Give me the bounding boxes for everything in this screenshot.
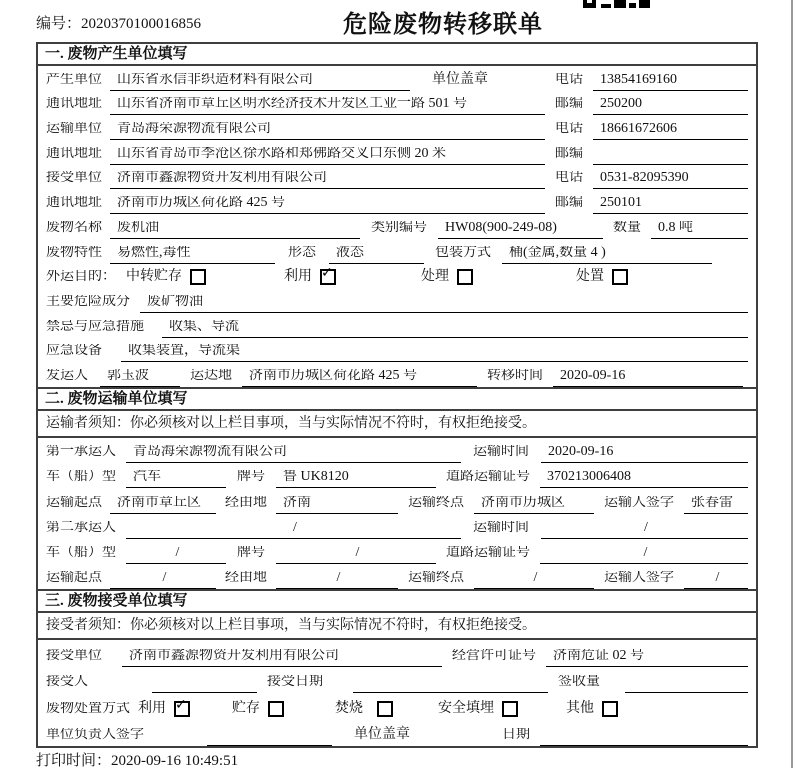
field-label: 运输终点	[408, 495, 464, 510]
field-value: 370213006408	[540, 470, 748, 488]
field-label: 运输单位	[46, 122, 102, 137]
field-label: 道路运输证号	[446, 545, 530, 560]
field-value: 液态	[329, 246, 424, 264]
manifest-form	[36, 42, 758, 748]
static-text: 单位盖章	[432, 71, 488, 87]
field-label: 应急设备	[46, 344, 102, 359]
field-value: 收集装置，导流渠	[121, 344, 748, 362]
check-mark: ✓	[321, 265, 333, 282]
field-label: 运输起点	[46, 495, 102, 510]
page-edge-divider	[791, 0, 793, 768]
checkbox-unchecked	[268, 701, 284, 717]
field-value: 济南市章丘区	[110, 496, 216, 514]
field-label: 运输时间	[473, 445, 529, 460]
field-value: 易燃性,毒性	[110, 246, 275, 264]
field-value: 济南危证 02 号	[546, 649, 748, 667]
field-label: 数量	[613, 220, 641, 235]
notice-text: 接受者须知：你必须核对以上栏目事项，当与实际情况不符时，有权拒绝接受。	[38, 613, 756, 640]
field-label: 邮编	[555, 146, 583, 161]
form-row	[38, 338, 756, 363]
field-value: 济南市历城区	[474, 496, 594, 514]
static-text: 处理	[421, 269, 449, 285]
check-mark: ✓	[175, 696, 187, 713]
field-value: /	[474, 571, 594, 589]
field-value: 青岛海荣源物流有限公司	[126, 445, 461, 463]
checkbox-unchecked	[457, 269, 473, 285]
form-row	[38, 488, 756, 513]
static-text: 利用	[138, 700, 166, 716]
field-value: 0.8 吨	[651, 221, 748, 239]
field-label: 包装方式	[435, 245, 491, 260]
field-label: 经营许可证号	[452, 648, 536, 663]
blank-field	[152, 689, 257, 693]
form-row	[38, 264, 756, 289]
field-label: 第二承运人	[46, 520, 116, 535]
transporter-section	[38, 387, 756, 589]
field-value: /	[276, 571, 398, 589]
field-label: 车（船）型	[46, 545, 116, 560]
field-label: 邮编	[555, 196, 583, 211]
field-label: 电话	[555, 122, 583, 137]
form-row	[38, 362, 756, 387]
field-label: 废物名称	[46, 220, 102, 235]
section-header: 一. 废物产生单位填写	[38, 44, 756, 66]
field-value: 13854169160	[593, 73, 748, 91]
blank-field	[625, 689, 748, 693]
field-value: 0531-82095390	[593, 171, 748, 189]
field-value: 济南市历城区荷花路 425 号	[110, 196, 545, 214]
field-value: 收集、导流	[162, 320, 748, 338]
field-value: HW08(900-249-08)	[438, 221, 603, 239]
field-label: 单位负责人签字	[46, 728, 144, 743]
field-label: 运输人签字	[604, 571, 674, 586]
qr-code-fragment	[583, 0, 651, 10]
form-row	[38, 214, 756, 239]
field-value: /	[540, 546, 748, 564]
field-value: 济南市鑫源物资开发利用有限公司	[110, 171, 545, 189]
form-row	[38, 288, 756, 313]
checkbox-checked	[174, 696, 190, 717]
field-label: 第一承运人	[46, 445, 116, 460]
form-row	[38, 514, 756, 539]
form-row	[38, 564, 756, 589]
field-label: 接受人	[46, 675, 88, 690]
checkbox-unchecked	[612, 269, 628, 285]
form-row	[38, 463, 756, 488]
field-value: 济南	[276, 496, 398, 514]
form-row	[38, 165, 756, 190]
checkbox-checked	[320, 265, 336, 285]
blank-field	[353, 689, 548, 693]
field-value: 郭玉波	[100, 369, 180, 387]
form-row	[38, 313, 756, 338]
field-label: 运输终点	[408, 571, 464, 586]
section-header: 三. 废物接受单位填写	[38, 591, 756, 613]
field-value: /	[126, 521, 461, 539]
field-label: 接受日期	[267, 675, 323, 690]
field-value: 桶(金属,数量 4 )	[502, 246, 712, 264]
field-label: 禁忌与应急措施	[46, 319, 144, 334]
field-label: 废物特性	[46, 245, 102, 260]
form-row	[38, 66, 756, 91]
field-value: 250101	[593, 196, 748, 214]
field-label: 形态	[288, 245, 316, 260]
checkbox-unchecked	[190, 269, 206, 285]
static-text: 焚烧	[335, 700, 363, 716]
field-value: 济南市历城区荷花路 425 号	[242, 369, 477, 387]
field-value: 济南市鑫源物资开发利用有限公司	[122, 649, 442, 667]
form-row	[38, 140, 756, 165]
checkbox-unchecked	[502, 701, 518, 717]
field-label: 类别编号	[371, 220, 427, 235]
static-text: 其他	[566, 700, 594, 716]
field-label: 外运目的：	[46, 270, 116, 285]
field-label: 通讯地址	[46, 146, 102, 161]
form-row	[38, 667, 756, 694]
static-text: 贮存	[232, 700, 260, 716]
serial-value: 2020370100016856	[81, 16, 202, 32]
receiver-section	[38, 589, 756, 746]
field-label: 牌号	[237, 545, 265, 560]
form-row	[38, 640, 756, 667]
field-label: 经由地	[225, 495, 267, 510]
field-value: 山东省济南市章丘区明水经济技术开发区工业一路 501 号	[110, 97, 545, 115]
field-label: 通讯地址	[46, 196, 102, 211]
field-value: 青岛海荣源物流有限公司	[110, 122, 545, 140]
serial-label: 编号：	[36, 16, 82, 32]
field-value: /	[276, 546, 436, 564]
field-label: 邮编	[555, 97, 583, 112]
form-row	[38, 693, 756, 720]
field-value: 山东省永信非织造材料有限公司	[110, 73, 410, 91]
checkbox-unchecked	[377, 701, 393, 717]
field-label: 电话	[555, 171, 583, 186]
field-label: 主要危险成分	[46, 294, 130, 309]
section-header: 二. 废物运输单位填写	[38, 389, 756, 411]
form-row	[38, 438, 756, 463]
field-label: 签收量	[558, 675, 600, 690]
field-label: 运输人签字	[604, 495, 674, 510]
field-label: 接受单位	[46, 648, 102, 663]
blank-field	[207, 742, 332, 746]
field-label: 产生单位	[46, 72, 102, 87]
field-value: 废机油	[110, 221, 360, 239]
field-value: /	[126, 546, 226, 564]
page-title: 危险废物转移联单	[343, 12, 543, 38]
field-value: 废矿物油	[140, 295, 748, 313]
field-label: 接受单位	[46, 171, 102, 186]
form-row	[38, 189, 756, 214]
field-value: 2020-09-16	[553, 369, 743, 387]
field-label: 牌号	[237, 470, 265, 485]
field-value: 鲁 UK8120	[276, 470, 436, 488]
field-label: 道路运输证号	[446, 470, 530, 485]
print-time: 打印时间：2020-09-16 10:49:51	[36, 753, 239, 768]
field-value: /	[541, 521, 748, 539]
static-text: 利用	[284, 269, 312, 285]
static-text: 处置	[576, 269, 604, 285]
field-label: 运输时间	[473, 520, 529, 535]
field-label: 通讯地址	[46, 97, 102, 112]
notice-text: 运输者须知：你必须核对以上栏目事项，当与实际情况不符时，有权拒绝接受。	[38, 411, 756, 438]
field-label: 运达地	[190, 368, 232, 383]
field-value: 18661672606	[593, 122, 748, 140]
form-row	[38, 91, 756, 116]
field-label: 运输起点	[46, 571, 102, 586]
field-label: 废物处置方式	[46, 701, 130, 716]
static-text: 安全填埋	[438, 700, 494, 716]
producer-section	[38, 44, 756, 387]
form-row	[38, 720, 756, 747]
field-value: 2020-09-16	[541, 445, 748, 463]
blank-field	[593, 161, 748, 165]
field-label: 经由地	[225, 571, 267, 586]
field-value: 250200	[593, 97, 748, 115]
field-value: 张春雷	[684, 496, 748, 514]
field-value: 汽车	[126, 470, 226, 488]
field-value: /	[684, 571, 748, 589]
static-text: 中转贮存	[126, 269, 182, 285]
form-row	[38, 539, 756, 564]
field-label: 发运人	[46, 368, 88, 383]
field-label: 车（船）型	[46, 470, 116, 485]
checkbox-unchecked	[602, 701, 618, 717]
field-value: /	[110, 571, 216, 589]
field-label: 日期	[502, 728, 530, 743]
field-label: 电话	[555, 72, 583, 87]
field-label: 转移时间	[487, 368, 543, 383]
field-value: 山东省青岛市李沧区徐水路和郑佛路交叉口东侧 20 米	[110, 147, 545, 165]
form-row	[38, 239, 756, 264]
form-row	[38, 115, 756, 140]
blank-field	[540, 742, 748, 746]
static-text: 单位盖章	[354, 727, 410, 743]
